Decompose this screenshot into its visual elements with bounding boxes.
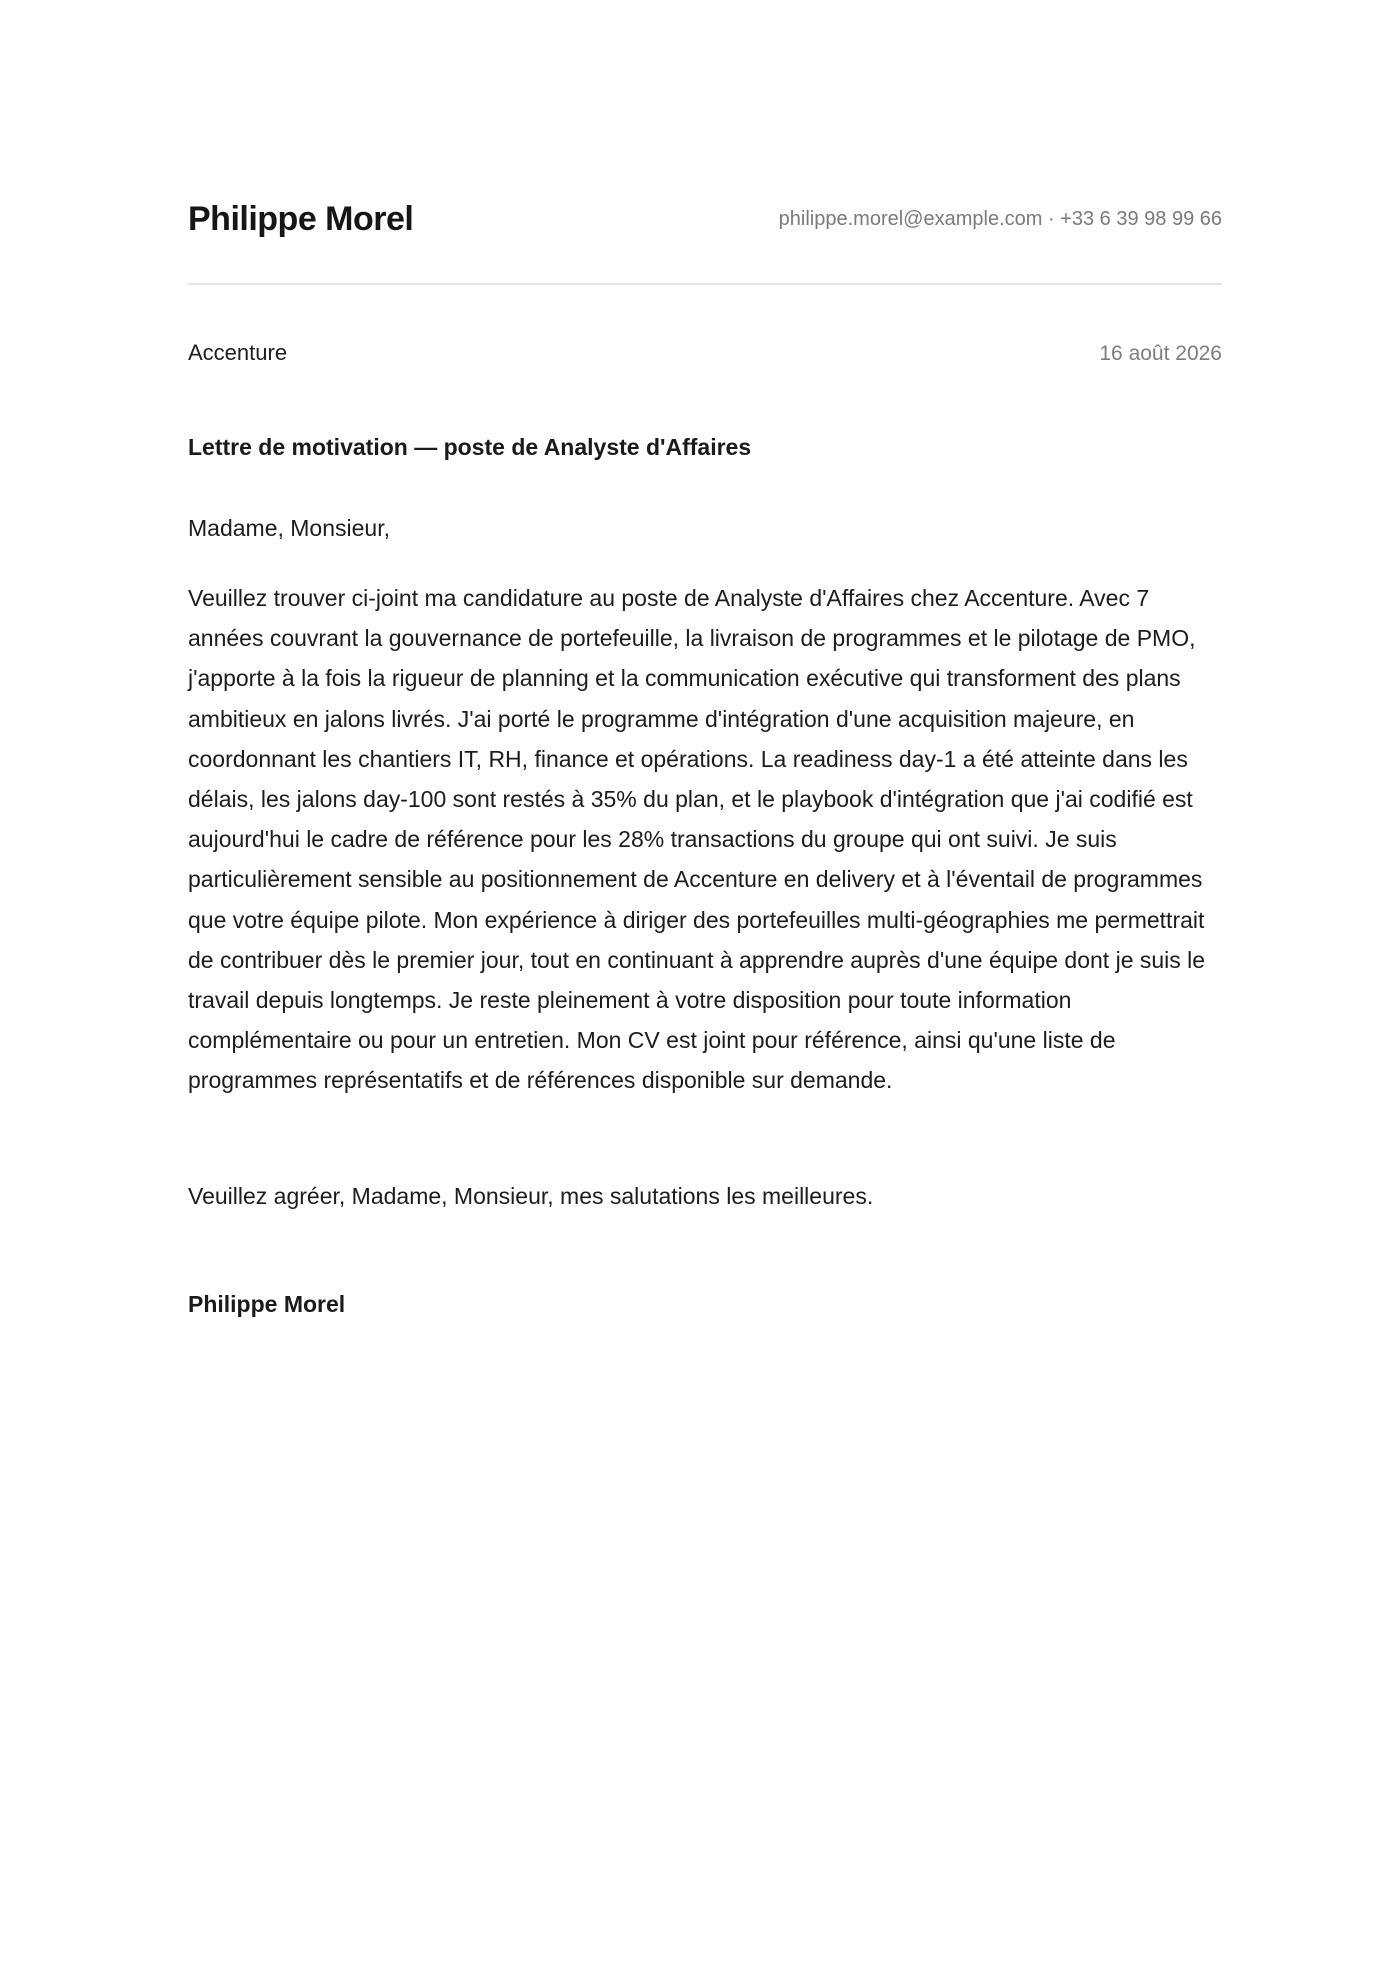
letter-date: 16 août 2026 [1099,342,1222,365]
letter-closing: Veuillez agréer, Madame, Monsieur, mes salutations les meilleures. [188,1183,874,1209]
letter-header [188,200,1222,239]
recipient-date-row [188,340,1222,366]
letter-subject: Lettre de motivation — poste de Analyste d'Affaires [188,434,752,460]
letter-signature: Philippe Morel [188,1291,346,1317]
sender-contact: philippe.morel@example.com · +33 6 39 98 99 66 [778,208,1222,230]
letter-body: Veuillez trouver ci-joint ma candidature au poste de Analyste d'Affaires chez Accenture. Avec 7 années couvrant la gouvernance de portefeuille, la livraison de programmes et le pilotage de PMO, j'apporte à la fois la rigueur de planning et la communication exécutive qui transforment des plans ambitieux en jalons livrés. J'ai porté le programme d'intégration d'une acquisition majeure, en coordonnant les chantiers IT, RH, finance et opérations. La readiness day-1 a été atteinte dans les délais, les jalons day-100 sont restés à 35% du plan, et le playbook d'intégration que j'ai codifié est aujourd'hui le cadre de référence pour les 28% transactions du groupe qui ont suivi. Je suis particulièrement sensible au positionnement de Accenture en delivery et à l'éventail de programmes que votre équipe pilote. Mon expérience à diriger des portefeuilles multi-géographies me permettrait de contribuer dès le premier jour, tout en continuant à apprendre auprès d'une équipe dont je suis le travail depuis longtemps. Je reste pleinement à votre disposition pour toute information complémentaire ou pour un entretien. Mon CV est joint pour référence, ainsi qu'une liste de programmes représentatifs et de références disponible sur demande. [188,585,1206,1094]
header-divider [188,283,1222,285]
recipient-company: Accenture [188,340,288,365]
sender-name: Philippe Morel [188,200,414,238]
letter-salutation: Madame, Monsieur, [188,515,390,541]
